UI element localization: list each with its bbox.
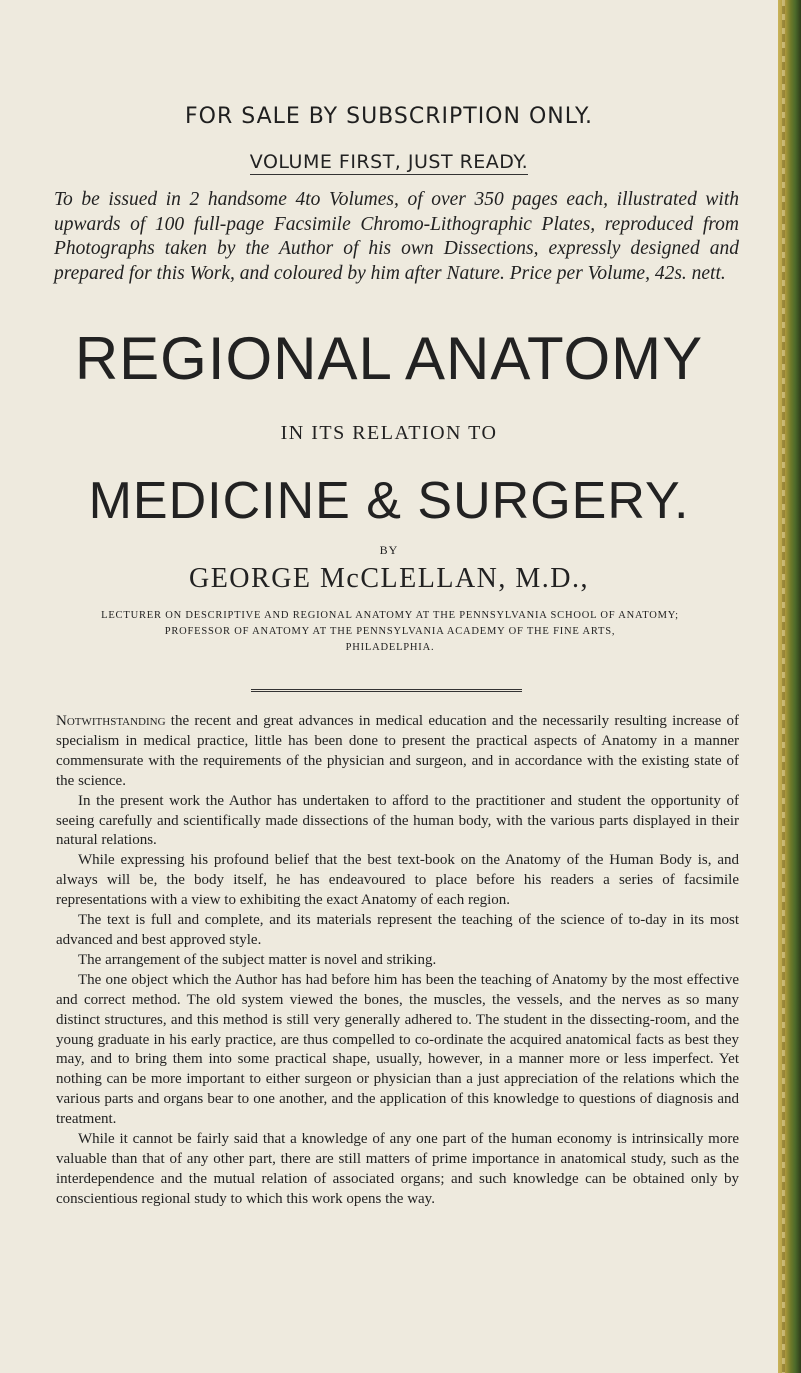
prospectus-body <box>56 712 739 1210</box>
subscription-heading: FOR SALE BY SUBSCRIPTION ONLY. <box>184 104 594 129</box>
paragraph-4: The text is full and complete, and its materials represent the teaching of the science of to-day in its most advanced and best approved style. <box>56 912 739 948</box>
book-edge <box>778 0 801 1373</box>
paragraph-1-text: the recent and great advances in medical education and the necessarily resulting increase of specialism in medical practice, little has been done to present the practical aspects of Anatomy in a manner commensurate with the requirements of the physician and surgeon, and in accordance with the existing state of the science. <box>56 713 739 789</box>
author-credential-3: PHILADELPHIA. <box>345 642 435 653</box>
book-title: REGIONAL ANATOMY <box>74 325 704 392</box>
paragraph-5: The arrangement of the subject matter is novel and striking. <box>78 951 437 968</box>
lead-word: Notwithstanding <box>56 713 166 729</box>
volume-heading-text: VOLUME FIRST, JUST READY. <box>249 151 529 173</box>
author-credential-1: LECTURER ON DESCRIPTIVE AND REGIONAL ANATOMY AT THE PENNSYLVANIA SCHOOL OF ANATOMY; <box>101 610 679 621</box>
title-relation: IN ITS RELATION TO <box>280 422 498 444</box>
author-credential-2: PROFESSOR OF ANATOMY AT THE PENNSYLVANIA ACADEMY OF THE FINE ARTS, <box>164 626 616 637</box>
author-name: GEORGE McCLELLAN, M.D., <box>188 563 590 594</box>
paragraph-7: While it cannot be fairly said that a knowledge of any one part of the human economy is intrinsically more valuable than that of any other part, there are still matters of prime importance in anatomical study, such as the interdependence and the mutual relation of associated organs; and such knowledge can be obtained only by conscientious regional study to which this work opens the way. <box>56 1131 739 1207</box>
paragraph-2: In the present work the Author has undertaken to afford to the practitioner and student the opportunity of seeing carefully and scientifically made dissections of the human body, with the various parts displayed in their natural relations. <box>56 792 739 849</box>
paragraph-3: While expressing his profound belief that the best text-book on the Anatomy of the Human Body is, and always will be, the body itself, he has endeavoured to place before his readers a series of facsimile representations with a view to exhibiting the exact Anatomy of each region. <box>56 852 739 909</box>
by-line: BY <box>379 543 399 557</box>
paragraph-1 <box>56 712 739 792</box>
book-subtitle: MEDICINE & SURGERY. <box>88 472 690 530</box>
paragraph-6: The one object which the Author has had before him has been the teaching of Anatomy by the most effective and correct method. The old system viewed the bones, the muscles, the vessels, and the nerves as so many distinct structures, and this method is still very generally adhered to. The student in the dissecting-room, and the young graduate in his early practice, are thus compelled to co-ordinate the acquired anatomical facts as best they may, and to bring them into some practical shape, usually, however, in a manner more or less imperfect. Yet nothing can be more important to either surgeon or physician than a just appreciation of the relations which the various parts and organs bear to one another, and the application of this knowledge to questions of diagnosis and treatment. <box>56 971 739 1128</box>
issue-description: To be issued in 2 handsome 4to Volumes, of over 350 pages each, illustrated with upwards of 100 full-page Facsimile Chromo-Lithographic Plates, reproduced from Photographs taken by the Author of his own Dissections, expressly designed and prepared for this Work, and coloured by him after Nature. Price per Volume, 42s. nett. <box>54 189 739 284</box>
section-divider <box>251 689 522 692</box>
volume-heading <box>0 151 778 173</box>
